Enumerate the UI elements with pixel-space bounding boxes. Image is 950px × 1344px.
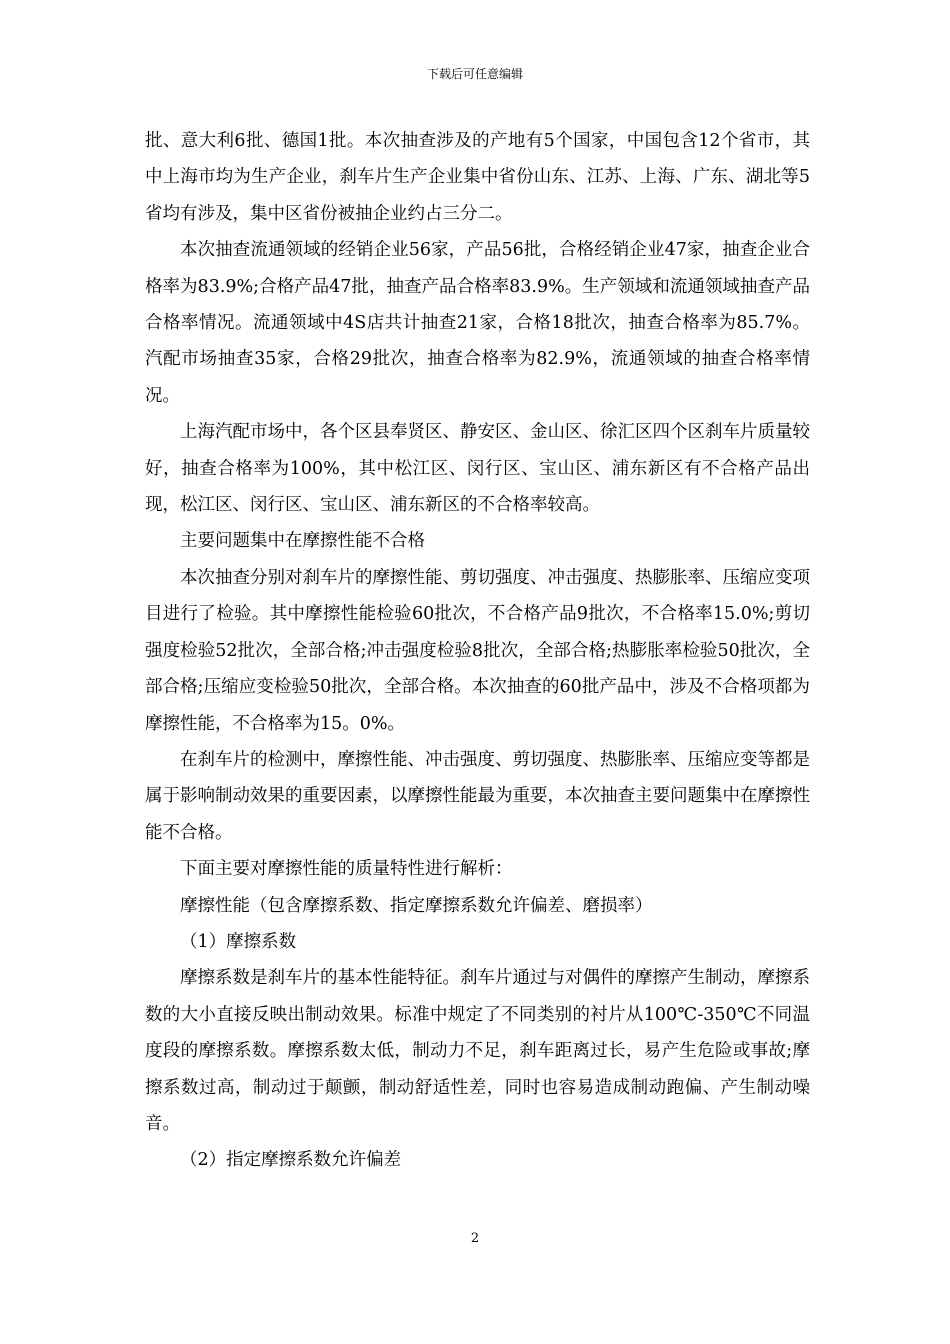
paragraph-circulation-stats: 本次抽查流通领域的经销企业56家，产品56批，合格经销企业47家，抽查企业合格率为83.9%;合格产品47批，抽查产品合格率83.9%。生产领域和流通领域抽查产品合格率情况。流通领域中4S店共计抽查21家，合格18批次，抽查合格率为85.7%。汽配市场抽查35家，合格29批次，抽查合格率为82.9%，流通领域的抽查合格率情况。 bbox=[145, 240, 810, 406]
document-body bbox=[145, 123, 810, 1179]
page-number: 2 bbox=[470, 1231, 480, 1246]
subheading-coefficient-deviation: （2）指定摩擦系数允许偏差 bbox=[180, 1150, 402, 1171]
page-header: 下载后可任意编辑 bbox=[426, 67, 523, 81]
section-heading-main-issue: 主要问题集中在摩擦性能不合格 bbox=[180, 531, 425, 552]
section-heading-friction-performance: 摩擦性能（包含摩擦系数、指定摩擦系数允许偏差、磨损率） bbox=[180, 895, 653, 916]
paragraph-continuation: 批、意大利6批、德国1批。本次抽查涉及的产地有5个国家，中国包含12个省市，其中上海市均为生产企业，刹车片生产企业集中省份山东、江苏、上海、广东、湖北等5省均有涉及，集中区省份被抽企业约占三分二。 bbox=[145, 131, 810, 224]
paragraph-shanghai-market: 上海汽配市场中，各个区县奉贤区、静安区、金山区、徐汇区四个区刹车片质量较好，抽查合格率为100%，其中松江区、闵行区、宝山区、浦东新区有不合格产品出现，松江区、闵行区、宝山区、浦东新区的不合格率较高。 bbox=[145, 422, 810, 516]
paragraph-key-factors: 在刹车片的检测中，摩擦性能、冲击强度、剪切强度、热膨胀率、压缩应变等都是属于影响制动效果的重要因素，以摩擦性能最为重要，本次抽查主要问题集中在摩擦性能不合格。 bbox=[145, 749, 810, 843]
paragraph-inspection-items: 本次抽查分别对刹车片的摩擦性能、剪切强度、冲击强度、热膨胀率、压缩应变项目进行了检验。其中摩擦性能检验60批次，不合格产品9批次，不合格率15.0%;剪切强度检验52批次，全部合格;冲击强度检验8批次，全部合格;热膨胀率检验50批次，全部合格;压缩应变检验50批次，全部合格。本次抽查的60批产品中，涉及不合格项都为摩擦性能，不合格率为15。0%。 bbox=[145, 567, 810, 734]
subheading-friction-coefficient: （1）摩擦系数 bbox=[180, 931, 297, 952]
paragraph-analysis-intro: 下面主要对摩擦性能的质量特性进行解析： bbox=[180, 859, 513, 880]
paragraph-friction-coefficient: 摩擦系数是刹车片的基本性能特征。刹车片通过与对偶件的摩擦产生制动，摩擦系数的大小直接反映出制动效果。标准中规定了不同类别的衬片从100℃-350℃不同温度段的摩擦系数。摩擦系数太低，制动力不足，刹车距离过长，易产生危险或事故;摩擦系数过高，制动过于颠颤，制动舒适性差，同时也容易造成制动跑偏、产生制动噪音。 bbox=[145, 968, 810, 1134]
